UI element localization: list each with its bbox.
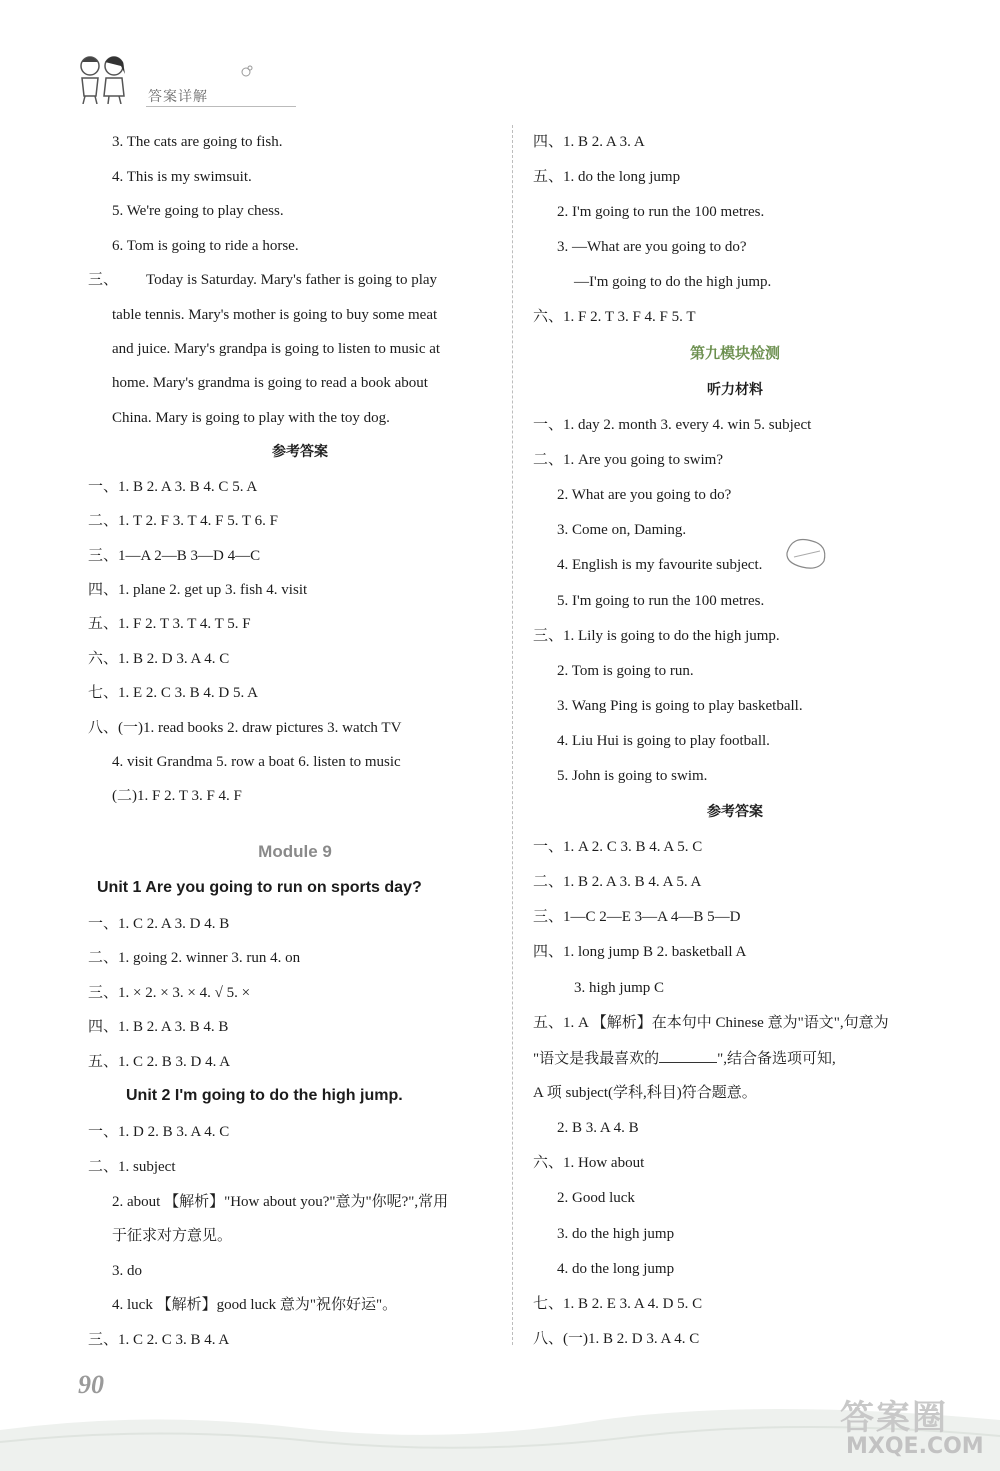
- test-title: 第九模块检测: [689, 344, 780, 362]
- answer-line: 一、1. A 2. C 3. B 4. A 5. C: [533, 839, 703, 855]
- answer-line: 6. Tom is going to ride a horse.: [112, 238, 299, 254]
- answer-line: 2. What are you going to do?: [557, 487, 732, 503]
- sparkle-icon: [238, 64, 254, 80]
- answer-line: 4. visit Grandma 5. row a boat 6. listen to music: [112, 754, 401, 770]
- page-number: 90: [78, 1370, 104, 1399]
- answer-line: 3. high jump C: [574, 980, 665, 996]
- explanation-text: ",结合备选项可知,: [717, 1051, 836, 1067]
- footer-decoration: [0, 1390, 1000, 1471]
- header-underline: [146, 106, 296, 107]
- explanation-text: "语文是我最喜欢的: [533, 1051, 660, 1067]
- answer-line: 二、1. B 2. A 3. B 4. A 5. A: [533, 874, 702, 890]
- passage-line: table tennis. Mary's mother is going to buy some meat: [112, 307, 438, 323]
- fill-in-blank: [659, 1048, 717, 1063]
- column-divider: [512, 125, 513, 1345]
- answer-line: 二、1. Are you going to swim?: [533, 452, 723, 468]
- doodle-icon: [782, 533, 832, 573]
- answer-line: 一、1. B 2. A 3. B 4. C 5. A: [88, 479, 258, 495]
- answer-line: 二、1. going 2. winner 3. run 4. on: [88, 950, 301, 966]
- answer-line: 3. Come on, Daming.: [557, 522, 687, 538]
- answer-line: 3. Wang Ping is going to play basketball.: [557, 698, 803, 714]
- listening-material-heading: 听力材料: [707, 382, 763, 398]
- answer-line: 四、1. B 2. A 3. B 4. B: [88, 1019, 229, 1035]
- passage-line: home. Mary's grandma is going to read a book about: [112, 375, 428, 391]
- answer-line: 四、1. plane 2. get up 3. fish 4. visit: [88, 582, 308, 598]
- answer-line: 三、1. × 2. × 3. × 4. √ 5. ×: [88, 985, 251, 1001]
- answer-line: 于征求对方意见。: [112, 1228, 233, 1244]
- answer-line: 4. This is my swimsuit.: [112, 169, 252, 185]
- answer-line: —I'm going to do the high jump.: [574, 274, 772, 290]
- answer-line: 八、(一)1. read books 2. draw pictures 3. watch TV: [88, 720, 402, 736]
- answer-line: 4. do the long jump: [557, 1261, 675, 1277]
- module-title: Module 9: [258, 842, 332, 861]
- answer-line: 2. about 【解析】"How about you?"意为"你呢?",常用: [112, 1194, 449, 1210]
- answer-line: 一、1. day 2. month 3. every 4. win 5. subject: [533, 417, 812, 433]
- answer-line: 二、1. T 2. F 3. T 4. F 5. T 6. F: [88, 513, 278, 529]
- answer-line: [533, 1048, 836, 1069]
- kids-illustration-icon: [70, 52, 142, 104]
- answer-line: 三、1. Lily is going to do the high jump.: [533, 628, 780, 644]
- answer-line: 4. luck 【解析】good luck 意为"祝你好运"。: [112, 1297, 398, 1313]
- answer-line: 4. Liu Hui is going to play football.: [557, 733, 770, 749]
- answer-line: 4. English is my favourite subject.: [557, 557, 763, 573]
- answer-line: 3. do: [112, 1263, 142, 1279]
- answer-line: 2. Good luck: [557, 1190, 635, 1206]
- answer-line: 2. Tom is going to run.: [557, 663, 694, 679]
- passage-line: China. Mary is going to play with the toy dog.: [112, 410, 390, 426]
- answer-line: (二)1. F 2. T 3. F 4. F: [112, 788, 242, 804]
- answer-line: 五、1. F 2. T 3. T 4. T 5. F: [88, 616, 251, 632]
- watermark-logo: 答案圈: [840, 1398, 948, 1438]
- answer-line: 5. John is going to swim.: [557, 768, 708, 784]
- answer-line: 六、1. F 2. T 3. F 4. F 5. T: [533, 309, 696, 325]
- answer-line: 七、1. E 2. C 3. B 4. D 5. A: [88, 685, 259, 701]
- answer-line: 三、1. C 2. C 3. B 4. A: [88, 1332, 230, 1348]
- section-label: 三、: [88, 272, 119, 288]
- answer-line: 一、1. C 2. A 3. D 4. B: [88, 916, 230, 932]
- answer-line: 2. B 3. A 4. B: [557, 1120, 639, 1136]
- page-header: [70, 58, 240, 108]
- answer-line: 3. The cats are going to fish.: [112, 134, 283, 150]
- answer-line: 六、1. How about: [533, 1155, 645, 1171]
- answer-line: 3. —What are you going to do?: [557, 239, 747, 255]
- answer-line: 3. do the high jump: [557, 1226, 675, 1242]
- answer-line: 二、1. subject: [88, 1159, 176, 1175]
- answer-line: 5. I'm going to run the 100 metres.: [557, 593, 765, 609]
- reference-answers-heading: 参考答案: [707, 804, 763, 820]
- answer-line: 五、1. A 【解析】在本句中 Chinese 意为"语文",句意为: [533, 1015, 889, 1031]
- answer-line: 5. We're going to play chess.: [112, 203, 284, 219]
- answer-line: 一、1. D 2. B 3. A 4. C: [88, 1124, 230, 1140]
- answer-line: 三、1—A 2—B 3—D 4—C: [88, 548, 261, 564]
- answer-line: 四、1. long jump B 2. basketball A: [533, 944, 747, 960]
- answer-line: 2. I'm going to run the 100 metres.: [557, 204, 765, 220]
- answer-line: 五、1. C 2. B 3. D 4. A: [88, 1054, 231, 1070]
- answer-line: A 项 subject(学科,科目)符合题意。: [533, 1085, 757, 1101]
- answer-line: 五、1. do the long jump: [533, 169, 681, 185]
- header-title: 答案详解: [148, 89, 208, 105]
- watermark-url: MXQE.COM: [846, 1434, 984, 1459]
- unit-title: Unit 1 Are you going to run on sports day?: [97, 879, 422, 896]
- answer-line: 四、1. B 2. A 3. A: [533, 134, 645, 150]
- answer-line: 八、(一)1. B 2. D 3. A 4. C: [533, 1331, 700, 1347]
- answer-line: 六、1. B 2. D 3. A 4. C: [88, 651, 230, 667]
- passage-line: Today is Saturday. Mary's father is going to play: [146, 272, 438, 288]
- passage-line: and juice. Mary's grandpa is going to listen to music at: [112, 341, 441, 357]
- answer-line: 七、1. B 2. E 3. A 4. D 5. C: [533, 1296, 703, 1312]
- answer-line: 三、1—C 2—E 3—A 4—B 5—D: [533, 909, 741, 925]
- unit-title: Unit 2 I'm going to do the high jump.: [126, 1087, 403, 1104]
- reference-answers-heading: 参考答案: [272, 444, 328, 460]
